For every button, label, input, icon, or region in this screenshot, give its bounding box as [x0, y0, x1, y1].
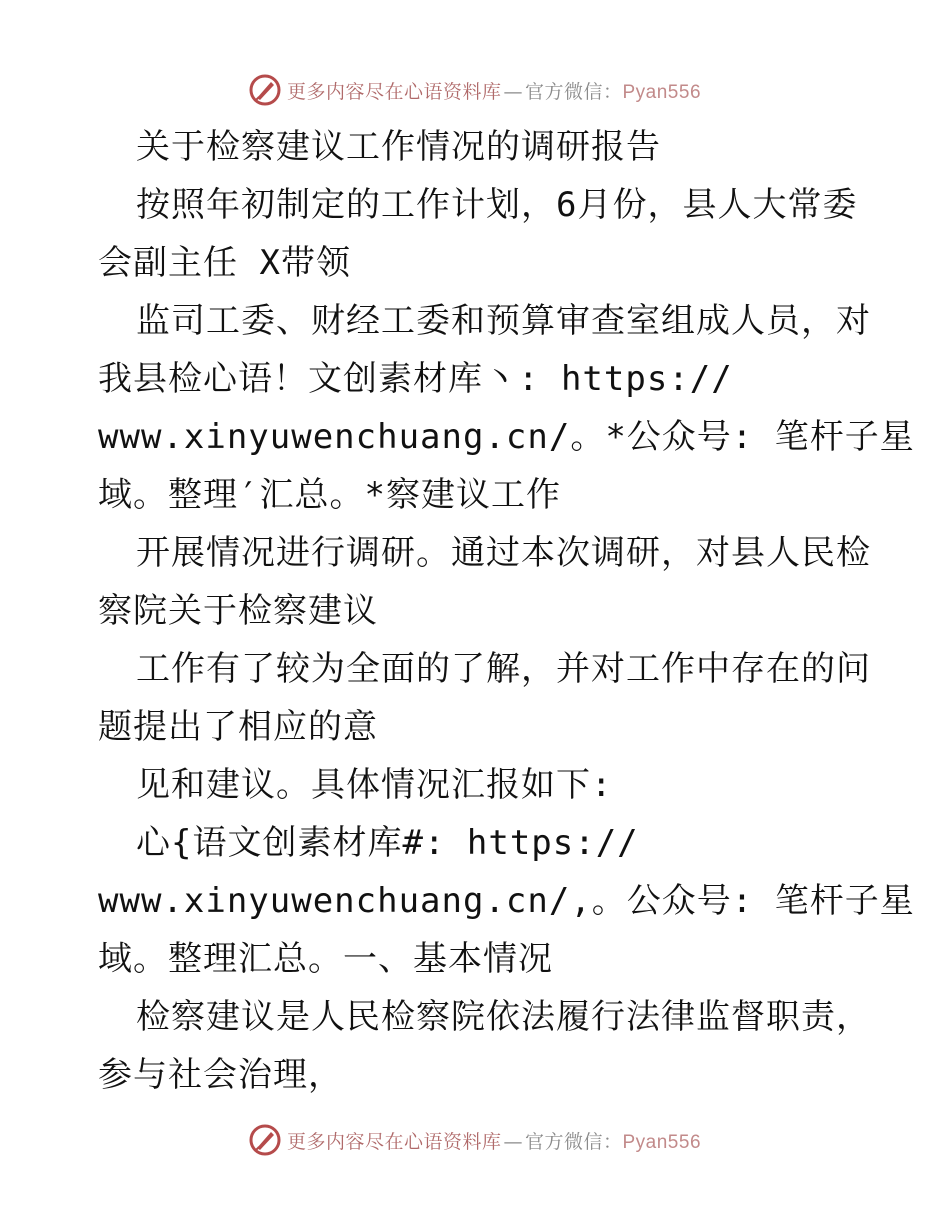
banner-text: 更多内容尽在心语资料库 — 官方微信：Pyan556	[286, 80, 702, 103]
paragraph-line: 工作有了较为全面的了解，并对工作中存在的问	[136, 649, 871, 689]
doc-title: 关于检察建议工作情况的调研报告	[136, 127, 661, 167]
quill-circle-logo-icon	[249, 74, 281, 106]
paragraph-line: 会副主任 X带领	[98, 243, 351, 283]
paragraph-line: 开展情况进行调研。通过本次调研，对县人民检	[136, 533, 871, 573]
paragraph-line: 监司工委、财经工委和预算审查室组成人员，对	[136, 301, 871, 341]
document-body	[98, 118, 915, 1104]
footer-banner	[0, 1120, 950, 1160]
paragraph-line: 按照年初制定的工作计划，6月份，县人大常委	[136, 185, 858, 225]
section-heading-line: 域。整理汇总。一、基本情况	[98, 939, 553, 979]
paragraph-line: 域。整理′汇总。*察建议工作	[98, 475, 561, 515]
paragraph-line: www.xinyuwenchuang.cn/。*公众号: 笔杆子星	[98, 417, 915, 457]
paragraph-line: 见和建议。具体情况汇报如下:	[136, 765, 613, 805]
paragraph-line: 参与社会治理，	[98, 1055, 343, 1095]
paragraph-line: 察院关于检察建议	[98, 591, 378, 631]
paragraph-line: 我县检心语！文创素材库丶: https://	[98, 359, 733, 399]
banner-text: 更多内容尽在心语资料库 — 官方微信：Pyan556	[286, 1130, 702, 1153]
paragraph-line: www.xinyuwenchuang.cn/,。公众号: 笔杆子星	[98, 881, 915, 921]
paragraph-line: 心{语文创素材库#: https://	[136, 823, 639, 863]
paragraph-line: 题提出了相应的意	[98, 707, 378, 747]
quill-circle-logo-icon	[249, 1124, 281, 1156]
paragraph-line: 检察建议是人民检察院依法履行法律监督职责，	[136, 997, 871, 1037]
header-banner	[0, 70, 950, 110]
